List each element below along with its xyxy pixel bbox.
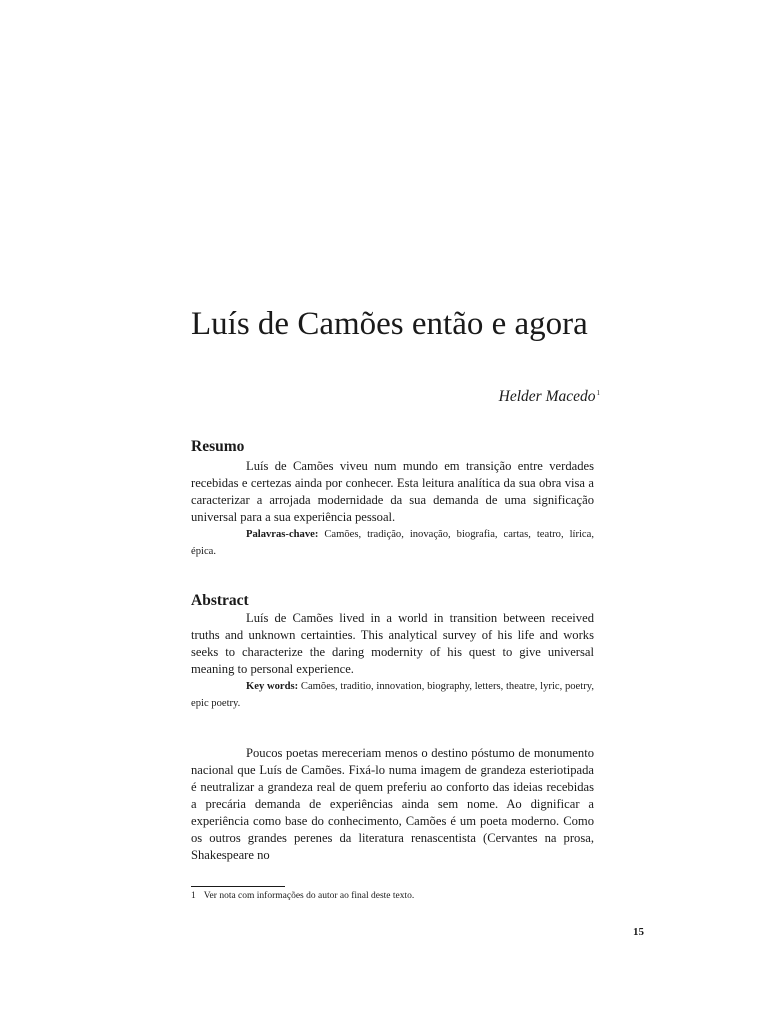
footnote [191,890,594,902]
resumo-keywords [191,526,594,560]
footnote-divider [191,886,285,887]
page-number: 15 [633,926,644,938]
abstract-keywords-label: Key words: [246,681,299,692]
resumo-heading: Resumo [191,438,245,455]
abstract-heading: Abstract [191,592,249,609]
footnote-number: 1 [191,891,196,901]
body-paragraph: Poucos poetas mereceriam menos o destino póstumo de monumento nacional que Luís de Camões. Fixá-lo numa imagem de grandeza esteriotipada é neutralizar a grandeza real de quem preferiu ao conforto das ideias recebidas a precária demanda de experiências ainda sem nome. Ao dignificar a experiência como base do conhecimento, Camões é um poeta moderno. Como os outros grandes perenes da literatura renascentista (Cervantes na prosa, Shakespeare no [191,746,594,862]
author-name: Helder Macedo [498,388,596,405]
author-line [499,388,600,406]
article-title: Luís de Camões então e agora [191,306,588,342]
resumo-text: Luís de Camões viveu num mundo em transição entre verdades recebidas e certezas ainda por conhecer. Esta leitura analítica da sua obra visa a caracterizar a arrojada modernidade da sua demanda de uma significação universal para a sua experiência pessoal. [191,459,594,524]
footnote-text: Ver nota com informações do autor ao final deste texto. [203,891,415,901]
resumo-keywords-label: Palavras-chave: [246,529,319,540]
abstract-keywords-list: Camões, traditio, innovation, biography, letters, theatre, lyric, poetry, epic poetry. [191,681,594,709]
abstract-keywords [191,678,594,712]
author-footnote-ref[interactable]: 1 [596,388,600,397]
resumo-keywords-list: Camões, tradição, inovação, biografia, cartas, teatro, lírica, épica. [191,529,594,557]
abstract-text: Luís de Camões lived in a world in transition between received truths and unknown certainties. This analytical survey of his life and works seeks to characterize the daring modernity of his quest to give universal meaning to personal experience. [191,611,594,676]
